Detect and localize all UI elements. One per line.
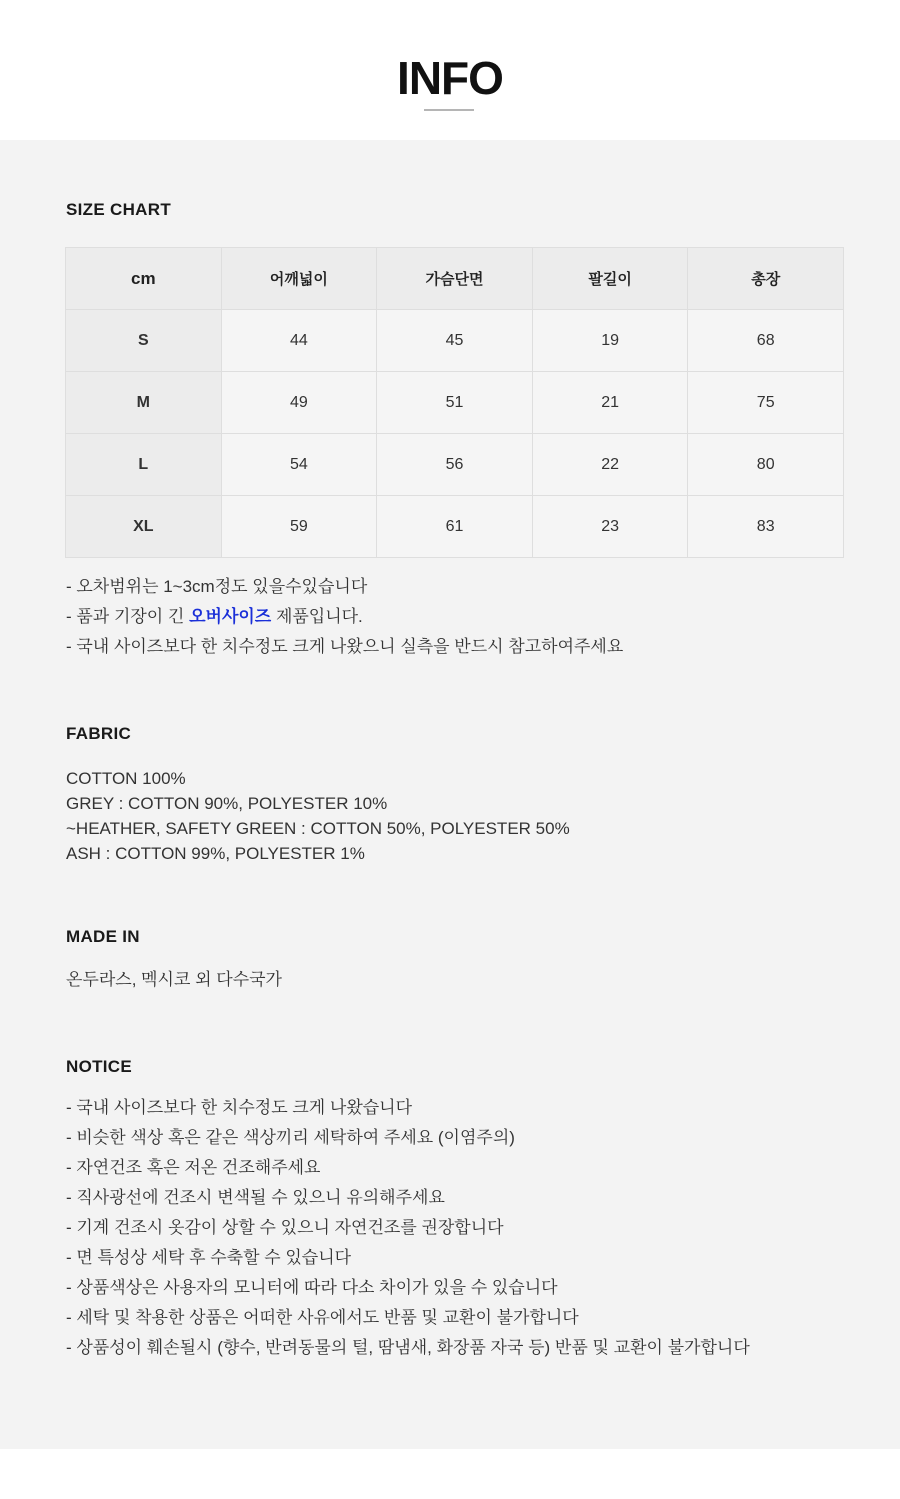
fabric-line: COTTON 100% [66,769,186,788]
table-cell: 45 [377,310,533,372]
fabric-line: ~HEATHER, SAFETY GREEN : COTTON 50%, POLYESTER 50% [66,819,570,838]
info-header [0,0,900,140]
table-row [66,372,844,434]
notice-line: - 기계 건조시 옷감이 상할 수 있으니 자연건조를 권장합니다 [66,1218,504,1237]
size-chart-table [65,247,844,558]
notice-line: - 비슷한 색상 혹은 같은 색상끼리 세탁하여 주세요 (이염주의) [66,1128,515,1147]
table-cell: 61 [377,496,533,558]
size-note [66,602,623,632]
size-label: S [66,310,222,372]
table-row [66,496,844,558]
notice-line: - 면 특성상 세탁 후 수축할 수 있습니다 [66,1248,352,1267]
table-header-cell: cm [66,248,222,310]
table-cell: 83 [688,496,844,558]
table-cell: 23 [532,496,688,558]
notice-line: - 세탁 및 착용한 상품은 어떠한 사유에서도 반품 및 교환이 불가합니다 [66,1308,579,1327]
table-cell: 22 [532,434,688,496]
table-header-cell: 가슴단면 [377,248,533,310]
fabric-line: GREY : COTTON 90%, POLYESTER 10% [66,794,388,813]
size-label: XL [66,496,222,558]
notice-line: - 직사광선에 건조시 변색될 수 있으니 유의해주세요 [66,1188,445,1207]
table-cell: 68 [688,310,844,372]
table-cell: 80 [688,434,844,496]
note-text: - 품과 기장이 긴 [66,607,190,626]
table-cell: 49 [221,372,377,434]
info-panel [0,140,900,1449]
table-cell: 19 [532,310,688,372]
table-cell: 54 [221,434,377,496]
notice-line: - 자연건조 혹은 저온 건조해주세요 [66,1158,321,1177]
notice-title: NOTICE [66,1057,133,1076]
notice-line: - 국내 사이즈보다 한 치수정도 크게 나왔습니다 [66,1098,413,1117]
table-cell: 51 [377,372,533,434]
table-row [66,310,844,372]
size-notes [66,572,623,662]
size-label: L [66,434,222,496]
table-cell: 21 [532,372,688,434]
table-header-cell: 어깨넓이 [221,248,377,310]
table-cell: 59 [221,496,377,558]
made-in-list [66,965,282,995]
made-in-text: 온두라스, 멕시코 외 다수국가 [66,970,282,989]
fabric-title: FABRIC [66,724,132,743]
made-in-title: MADE IN [66,927,140,946]
title-underline [424,109,474,111]
table-header-cell: 팔길이 [532,248,688,310]
table-cell: 56 [377,434,533,496]
size-note: - 국내 사이즈보다 한 치수정도 크게 나왔으니 실측을 반드시 참고하여주세요 [66,637,624,656]
notice-line: - 상품색상은 사용자의 모니터에 따라 다소 차이가 있을 수 있습니다 [66,1278,558,1297]
table-cell: 75 [688,372,844,434]
notice-list [66,1093,750,1363]
size-chart-title: SIZE CHART [66,200,171,219]
size-note: - 오차범위는 1~3cm정도 있을수있습니다 [66,577,368,596]
notice-line: - 상품성이 훼손될시 (향수, 반려동물의 털, 땀냄새, 화장품 자국 등) 반품 및 교환이 불가합니다 [66,1338,750,1357]
oversize-highlight: 오버사이즈 [189,607,272,626]
note-text: 제품입니다. [271,607,363,626]
footer-space [0,1449,900,1499]
fabric-line: ASH : COTTON 99%, POLYESTER 1% [66,844,365,863]
size-label: M [66,372,222,434]
page-title: INFO [397,52,503,104]
table-row [66,434,844,496]
table-cell: 44 [221,310,377,372]
fabric-list [66,766,570,866]
table-header-cell: 총장 [688,248,844,310]
table-header-row [66,248,844,310]
